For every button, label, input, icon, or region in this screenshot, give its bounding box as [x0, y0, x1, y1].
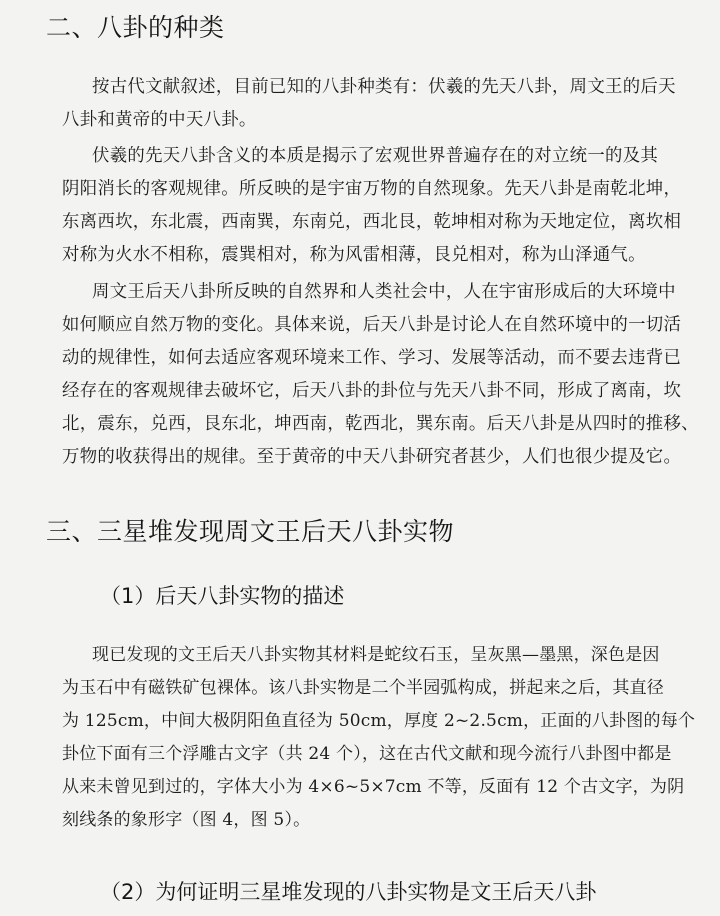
paragraph-xiantian: [62, 140, 692, 272]
text-line: 伏羲的先天八卦含义的本质是揭示了宏观世界普遍存在的对立统一的及其: [92, 146, 659, 166]
text-line: 卦位下面有三个浮雕古文字（共 24 个），这在古代文献和现今流行八卦图中都是: [62, 744, 672, 764]
paragraph-houtian: [62, 276, 699, 474]
text-line: 如何顺应自然万物的变化。具体来说，后天八卦是讨论人在自然环境中的一切活: [62, 315, 682, 335]
text-line: 八卦和黄帝的中天八卦。: [62, 110, 257, 130]
text-line: 周文王后天八卦所反映的自然界和人类社会中，人在宇宙形成后的大环境中: [92, 282, 676, 302]
subsection-heading-2: （2）为何证明三星堆发现的八卦实物是文王后天八卦: [100, 880, 597, 904]
section-heading-2: 二、八卦的种类: [46, 13, 225, 42]
text-line: 阴阳消长的客观规律。所反映的是宇宙万物的自然现象。先天八卦是南乾北坤，: [62, 179, 682, 199]
text-line: 为 125cm，中间大极阴阳鱼直径为 50cm，厚度 2~2.5cm，正面的八卦图的每个: [62, 711, 696, 731]
text-line: 现已发现的文王后天八卦实物其材料是蛇纹石玉，呈灰黑—墨黑，深色是因: [92, 645, 660, 665]
text-line: 经存在的客观规律去破坏它，后天八卦的卦位与先天八卦不同，形成了离南，坎: [62, 381, 682, 401]
paragraph-artifact-description: [62, 639, 696, 837]
text-line: 万物的收获得出的规律。至于黄帝的中天八卦研究者甚少，人们也很少提及它。: [62, 447, 682, 467]
text-line: 按古代文献叙述，目前已知的八卦种类有：伏羲的先天八卦，周文王的后天: [92, 77, 676, 97]
text-line: 对称为火水不相称，震巽相对，称为风雷相薄，艮兑相对，称为山泽通气。: [62, 245, 646, 265]
text-line: 从来未曾见到过的，字体大小为 4×6~5×7cm 不等，反面有 12 个古文字，为阴: [62, 777, 685, 797]
text-line: 东离西坎，东北震，西南巽，东南兑，西北艮，乾坤相对称为天地定位，离坎相: [62, 212, 682, 232]
paragraph-kinds: [62, 71, 692, 137]
text-line: 北，震东，兑西，艮东北，坤西南，乾西北，巽东南。后天八卦是从四时的推移、: [62, 414, 699, 434]
text-line: 为玉石中有磁铁矿包裸体。该八卦实物是二个半园弧构成，拼起来之后，其直径: [62, 678, 664, 698]
text-line: 动的规律性，如何去适应客观环境来工作、学习、发展等活动，而不要去违背已: [62, 348, 682, 368]
section-heading-3: 三、三星堆发现周文王后天八卦实物: [46, 517, 455, 546]
text-line: 刻线条的象形字（图 4，图 5）。: [62, 810, 311, 830]
subsection-heading-1: （1）后天八卦实物的描述: [100, 584, 345, 608]
